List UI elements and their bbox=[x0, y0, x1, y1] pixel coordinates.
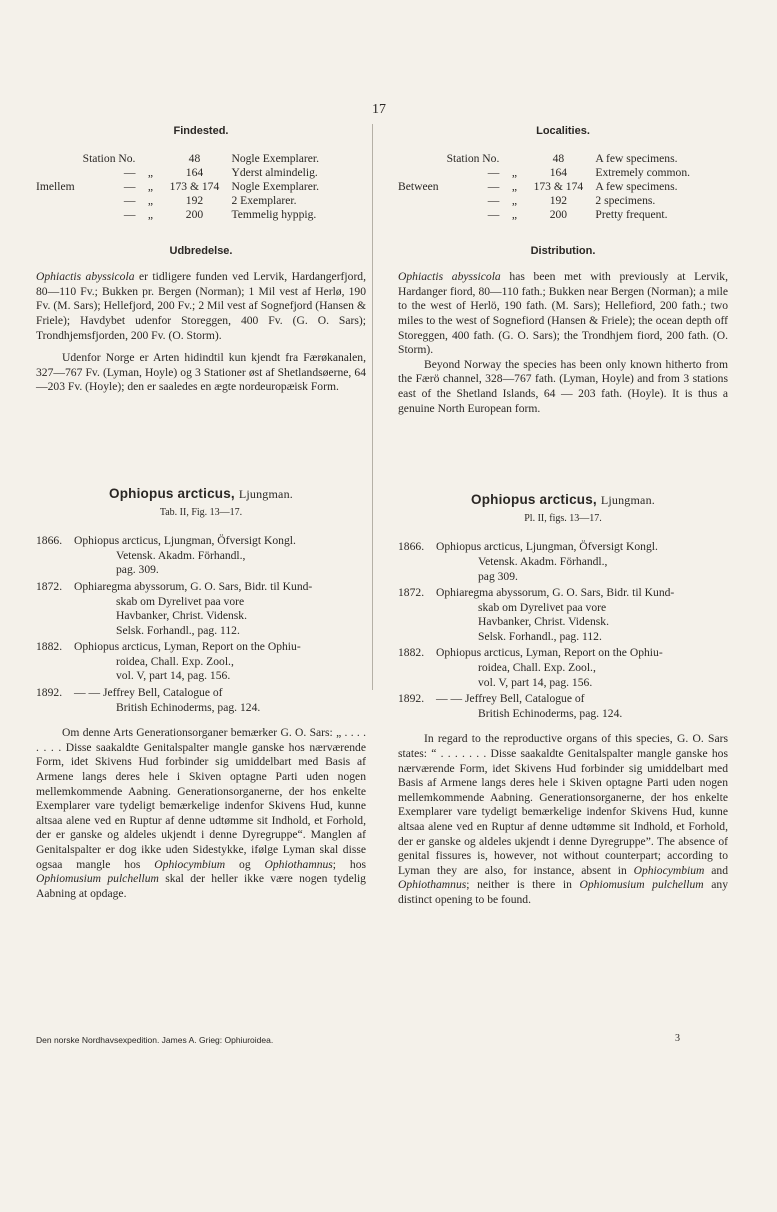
station-number: 192 bbox=[549, 193, 568, 207]
station-row bbox=[398, 166, 694, 180]
ditto-mark: „ bbox=[511, 207, 517, 221]
reference-text: — — Jeffrey Bell, Catalogue of bbox=[436, 692, 585, 706]
station-number: 173 & 174 bbox=[533, 179, 584, 193]
body-text: In regard to the reproductive organs of this species, G. O. Sars states: “ . . . . . . . Disse saakaldte Genitalspalter mangle ganske hos nærværende Form, idet Skivens Hud forbinder sig umiddelbart med Basis af Armene langs deres hele i Skiven optagne Parti uden nogen mellemkommende Aabning. Generationsorganerne, der hos enkelte Exemplarer vare tydeligt bemærkelige indenfor Skivens Hud, kunne altsaa alene ved en Ruptur af denne udtømme sit Indhold, et Forhold, der er ganske og aldeles ukjendt i denne Dyregruppe”. The absence of genital fissures is, however, not without counterpart; according to Lyman they are also, for instance, absent in bbox=[398, 732, 728, 877]
species-name: Ophiomusium pulchellum bbox=[579, 878, 704, 892]
body-paragraph bbox=[36, 726, 366, 901]
reference-continuation: Vetensk. Akadm. Förhandl., bbox=[478, 554, 608, 568]
station-prefix bbox=[398, 152, 443, 166]
distribution-paragraph-1 bbox=[36, 270, 366, 343]
reference-year: 1882. bbox=[398, 646, 425, 660]
station-number: 164 bbox=[549, 165, 568, 179]
reference-year: 1866. bbox=[398, 540, 425, 554]
station-prefix bbox=[398, 166, 443, 180]
station-label: — bbox=[487, 165, 500, 179]
ditto-mark: „ bbox=[511, 179, 517, 193]
station-row bbox=[398, 208, 694, 222]
species-name: Ophiocymbium bbox=[154, 857, 226, 871]
species-heading bbox=[36, 487, 366, 502]
stations-table bbox=[398, 152, 694, 222]
ditto-mark: „ bbox=[147, 207, 154, 221]
station-prefix bbox=[36, 166, 79, 180]
species-title: Ophiopus arcticus, bbox=[471, 492, 597, 508]
species-name: Ophiomusium pulchellum bbox=[36, 872, 159, 886]
station-description: Nogle Exemplarer. bbox=[231, 179, 320, 193]
reference-year: 1882. bbox=[36, 640, 63, 654]
station-row bbox=[398, 180, 694, 194]
station-number: 173 & 174 bbox=[169, 179, 220, 193]
reference-continuation: pag. 309. bbox=[116, 563, 159, 577]
species-title: Ophiopus arcticus, bbox=[109, 485, 235, 501]
reference-continuation: Selsk. Forhandl., pag. 112. bbox=[478, 629, 602, 643]
station-row bbox=[36, 152, 323, 166]
reference-continuation: vol. V, part 14, pag. 156. bbox=[116, 669, 231, 683]
station-label: — bbox=[123, 165, 136, 179]
species-name: Ophiactis abyssicola bbox=[398, 270, 501, 284]
body-text: ; neither is there in bbox=[466, 878, 580, 892]
reference-continuation: Havbanker, Christ. Vidensk. bbox=[116, 609, 247, 623]
station-prefix bbox=[398, 208, 443, 222]
ditto-mark: „ bbox=[147, 179, 154, 193]
left-column bbox=[36, 124, 366, 901]
reference-entry bbox=[36, 640, 366, 684]
reference-text: Ophiopus arcticus, Lyman, Report on the Ophiu- bbox=[436, 646, 663, 660]
ditto-mark: „ bbox=[147, 193, 154, 207]
reference-continuation: British Echinoderms, pag. 124. bbox=[478, 706, 623, 720]
reference-year: 1872. bbox=[398, 586, 425, 600]
distribution-text: er tidligere funden ved Lervik, Hardangerfjord, 80—110 Fv.; Bukken pr. Bergen (Norman); 1 Mil vest af Herlø, 190 Fv. (M. Sars); Hellefjord, 200 Fv.; 2 Mil vest af Sognefjord (Hansen & Friele); Havdybet udenfor Storeggen, 400 Fv. (G. O. Sars); Trondhjemsfjorden, 200 Fv. (O. Storm). bbox=[36, 270, 366, 342]
reference-text: Ophiaregma abyssorum, G. O. Sars, Bidr. til Kund- bbox=[436, 586, 675, 600]
page-number: 17 bbox=[372, 102, 386, 117]
reference-entry bbox=[36, 534, 366, 578]
distribution-text: has been met with previously at Lervik, Hardanger fiord, 80—110 fath.; Bukken near Bergen (Norman); a mile to the west of Herlö, 190 fath. (M. Sars); Hellefiord, 200 fath.; two miles to the west of Sognefiord (Hansen & Friele); the ocean depth off Storeggen, 400 fath. (G. O. Sars); the Trondhjem fiord, 200 fath. (O. Storm). bbox=[398, 270, 728, 357]
station-row bbox=[398, 194, 694, 208]
station-label: Station No. bbox=[82, 151, 136, 165]
station-description: Extremely common. bbox=[595, 165, 691, 179]
station-description: Pretty frequent. bbox=[595, 207, 668, 221]
station-number: 200 bbox=[549, 207, 568, 221]
species-author: Ljungman. bbox=[600, 493, 655, 508]
station-row bbox=[398, 152, 694, 166]
station-prefix: Imellem bbox=[36, 179, 75, 193]
station-prefix: Between bbox=[398, 179, 439, 193]
reference-year: 1866. bbox=[36, 534, 63, 548]
plate-reference: Pl. II, figs. 13—17. bbox=[524, 512, 602, 524]
station-description: 2 specimens. bbox=[595, 193, 656, 207]
station-number: 164 bbox=[185, 165, 204, 179]
body-text: any distinct opening to be found. bbox=[398, 878, 728, 906]
reference-text: Ophiopus arcticus, Ljungman, Öfversigt Kongl. bbox=[74, 534, 296, 548]
ditto-mark: „ bbox=[511, 165, 517, 179]
reference-continuation: roidea, Chall. Exp. Zool., bbox=[478, 661, 596, 675]
station-number: 200 bbox=[185, 207, 204, 221]
reference-entry bbox=[398, 586, 728, 644]
station-description: A few specimens. bbox=[595, 179, 678, 193]
references-list bbox=[398, 540, 728, 721]
station-label: — bbox=[123, 193, 136, 207]
reference-text: Ophiopus arcticus, Ljungman, Öfversigt Kongl. bbox=[436, 540, 658, 554]
station-description: A few specimens. bbox=[595, 151, 678, 165]
column-divider bbox=[372, 124, 373, 690]
station-description: Temmelig hyppig. bbox=[231, 207, 317, 221]
sheet-number: 3 bbox=[675, 1033, 680, 1044]
reference-text: — — Jeffrey Bell, Catalogue of bbox=[74, 686, 223, 700]
distribution-paragraph-2: Udenfor Norge er Arten hidindtil kun kjendt fra Færøkanalen, 327—767 Fv. (Lyman, Hoyle) og 3 Stationer øst af Shetlandsøerne, 64—203 Fv. (Hoyle); den er saaledes en ægte nordeuropæisk Form. bbox=[36, 351, 366, 394]
reference-year: 1892. bbox=[398, 692, 425, 706]
references-list bbox=[36, 534, 366, 715]
distribution-heading: Distribution. bbox=[530, 244, 596, 257]
ditto-mark bbox=[503, 152, 525, 166]
body-text: and bbox=[704, 863, 728, 877]
station-number: 192 bbox=[185, 193, 204, 207]
species-heading bbox=[398, 493, 728, 508]
station-row bbox=[36, 208, 323, 222]
station-prefix bbox=[36, 152, 79, 166]
body-text: ; hos bbox=[332, 857, 367, 871]
station-row bbox=[36, 166, 323, 180]
body-text: skal der heller ikke være nogen tydelig Aabning at opdage. bbox=[36, 872, 366, 900]
body-text: og bbox=[225, 857, 265, 871]
body-text: Om denne Arts Generationsorganer bemærker G. O. Sars: „ . . . . . . . . Disse saakaldte Genitalspalter mangle ganske hos nærværende Form, idet Skivens Hud forbinder sig umiddelbart med Basis af Armene langs deres hele i Skiven optagne Parti uden nogen mellemkommende Aabning. Generationsorganerne, der hos enkelte Exemplarer vare tydeligt bemærkelige indenfor Skivens Hud, kunne altsaa alene ved en Ruptur af denne udtømme sit Indhold, et Forhold, der er ganske og aldeles ukjendt i denne Dyregruppe“. Manglen af Genitalspalter er dog ikke uden Sidestykke, ifølge Lyman skal disse ogsaa mangle hos bbox=[36, 726, 366, 871]
reference-entry bbox=[398, 540, 728, 584]
species-name: Ophiocymbium bbox=[633, 863, 705, 877]
station-prefix bbox=[398, 194, 443, 208]
species-name: Ophiactis abyssicola bbox=[36, 270, 135, 284]
species-name: Ophiothamnus bbox=[264, 857, 333, 871]
station-row bbox=[36, 194, 323, 208]
reference-continuation: skab om Dyrelivet paa vore bbox=[116, 594, 245, 608]
reference-entry bbox=[398, 692, 728, 721]
station-label: Station No. bbox=[446, 151, 500, 165]
reference-year: 1872. bbox=[36, 579, 63, 593]
station-label: — bbox=[123, 207, 136, 221]
reference-continuation: British Echinoderms, pag. 124. bbox=[116, 700, 261, 714]
station-prefix bbox=[36, 208, 79, 222]
distribution-paragraph-2: Beyond Norway the species has been only known hitherto from the Færö channel, 328—767 fath. (Lyman, Hoyle) and from 3 stations east of the Shetland Islands, 64 — 203 fath. (Hoyle). It is thus a genuine North European form. bbox=[398, 357, 728, 415]
reference-entry bbox=[36, 686, 366, 715]
footer-credit: Den norske Nordhavsexpedition. James A. Grieg: Ophiuroidea. bbox=[36, 1035, 274, 1045]
reference-continuation: vol. V, part 14, pag. 156. bbox=[478, 675, 593, 689]
reference-text: Ophiopus arcticus, Lyman, Report on the Ophiu- bbox=[74, 640, 301, 654]
species-name: Ophiothamnus bbox=[398, 878, 467, 892]
stations-table bbox=[36, 152, 323, 222]
reference-continuation: Vetensk. Akadm. Förhandl., bbox=[116, 548, 246, 562]
station-description: 2 Exemplarer. bbox=[231, 193, 297, 207]
reference-continuation: Havbanker, Christ. Vidensk. bbox=[478, 615, 609, 629]
localities-heading: Findested. bbox=[173, 125, 229, 137]
reference-entry bbox=[398, 646, 728, 690]
station-number: 48 bbox=[188, 151, 201, 165]
right-column bbox=[398, 124, 728, 908]
reference-entry bbox=[36, 580, 366, 638]
reference-text: Ophiaregma abyssorum, G. O. Sars, Bidr. til Kund- bbox=[74, 579, 313, 593]
reference-continuation: roidea, Chall. Exp. Zool., bbox=[116, 654, 234, 668]
station-number: 48 bbox=[552, 151, 565, 165]
reference-year: 1892. bbox=[36, 686, 63, 700]
distribution-heading: Udbredelse. bbox=[169, 244, 233, 257]
ditto-mark: „ bbox=[147, 165, 154, 179]
station-label: — bbox=[123, 179, 136, 193]
body-paragraph bbox=[398, 732, 728, 907]
distribution-paragraph-1 bbox=[398, 270, 728, 358]
species-author: Ljungman. bbox=[238, 486, 293, 501]
reference-continuation: Selsk. Forhandl., pag. 112. bbox=[116, 623, 240, 637]
station-row bbox=[36, 180, 323, 194]
station-label: — bbox=[487, 207, 500, 221]
plate-reference: Tab. II, Fig. 13—17. bbox=[159, 506, 243, 518]
station-label: — bbox=[487, 179, 500, 193]
station-description: Nogle Exemplarer. bbox=[231, 151, 320, 165]
station-description: Yderst almindelig. bbox=[231, 165, 318, 179]
reference-continuation: skab om Dyrelivet paa vore bbox=[478, 600, 607, 614]
reference-continuation: pag 309. bbox=[478, 569, 518, 583]
ditto-mark: „ bbox=[511, 193, 517, 207]
station-label: — bbox=[487, 193, 500, 207]
station-prefix bbox=[36, 194, 79, 208]
localities-heading: Localities. bbox=[536, 125, 590, 137]
ditto-mark bbox=[139, 152, 161, 166]
